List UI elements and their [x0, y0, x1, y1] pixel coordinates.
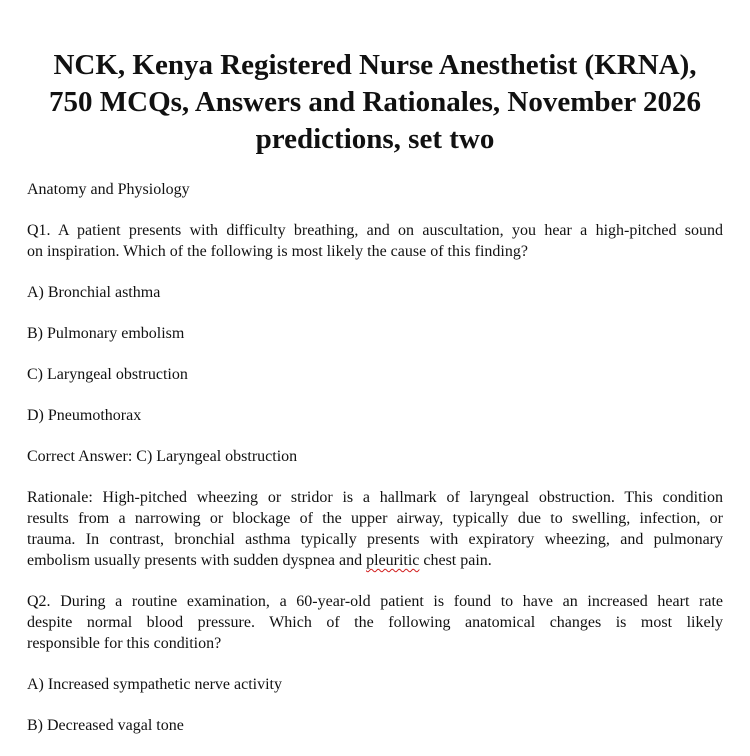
q1-correct-answer: Correct Answer: C) Laryngeal obstruction [27, 448, 298, 465]
q2-question [27, 591, 723, 654]
q2-option-b: B) Decreased vagal tone [27, 717, 184, 734]
section-heading: Anatomy and Physiology [27, 181, 190, 198]
q1-rationale [27, 487, 723, 571]
title-line-2: 750 MCQs, Answers and Rationales, November 2026 [49, 86, 701, 118]
q2-question-line-1: Q2. During a routine examination, a 60-year-old patient is found to have an increased heart rate [27, 593, 723, 610]
q1-question-line-2: on inspiration. Which of the following is most likely the cause of this finding? [27, 243, 528, 260]
q1-rationale-line-4 [27, 550, 723, 571]
q1-rationale-last-after: chest pain. [419, 552, 492, 569]
q1-rationale-line-2: results from a narrowing or blockage of the upper airway, typically due to swelling, infection, or [27, 510, 723, 527]
q2-question-line-2: despite normal blood pressure. Which of the following anatomical changes is most likely [27, 614, 723, 631]
q1-option-c: C) Laryngeal obstruction [27, 366, 188, 383]
title-line-1: NCK, Kenya Registered Nurse Anesthetist (KRNA), [53, 49, 697, 81]
q1-rationale-line-3: trauma. In contrast, bronchial asthma typically presents with expiratory wheezing, and pulmonary [27, 531, 723, 548]
document-title [20, 47, 730, 158]
q1-option-a: A) Bronchial asthma [27, 284, 161, 301]
q1-rationale-line-1: Rationale: High-pitched wheezing or stridor is a hallmark of laryngeal obstruction. This condition [27, 489, 723, 506]
q1-option-b: B) Pulmonary embolism [27, 325, 185, 342]
title-line-3: predictions, set two [255, 123, 495, 155]
q2-question-line-3: responsible for this condition? [27, 635, 222, 652]
q1-option-d: D) Pneumothorax [27, 407, 142, 424]
q1-rationale-last-before: embolism usually presents with sudden dyspnea and [27, 552, 367, 569]
q2-option-a: A) Increased sympathetic nerve activity [27, 676, 282, 693]
q1-question-line-1: Q1. A patient presents with difficulty breathing, and on auscultation, you hear a high-pitched sound [27, 222, 723, 239]
q1-question [27, 220, 723, 262]
document-body [27, 179, 723, 756]
spellcheck-flagged-word[interactable]: pleuritic [366, 552, 420, 569]
